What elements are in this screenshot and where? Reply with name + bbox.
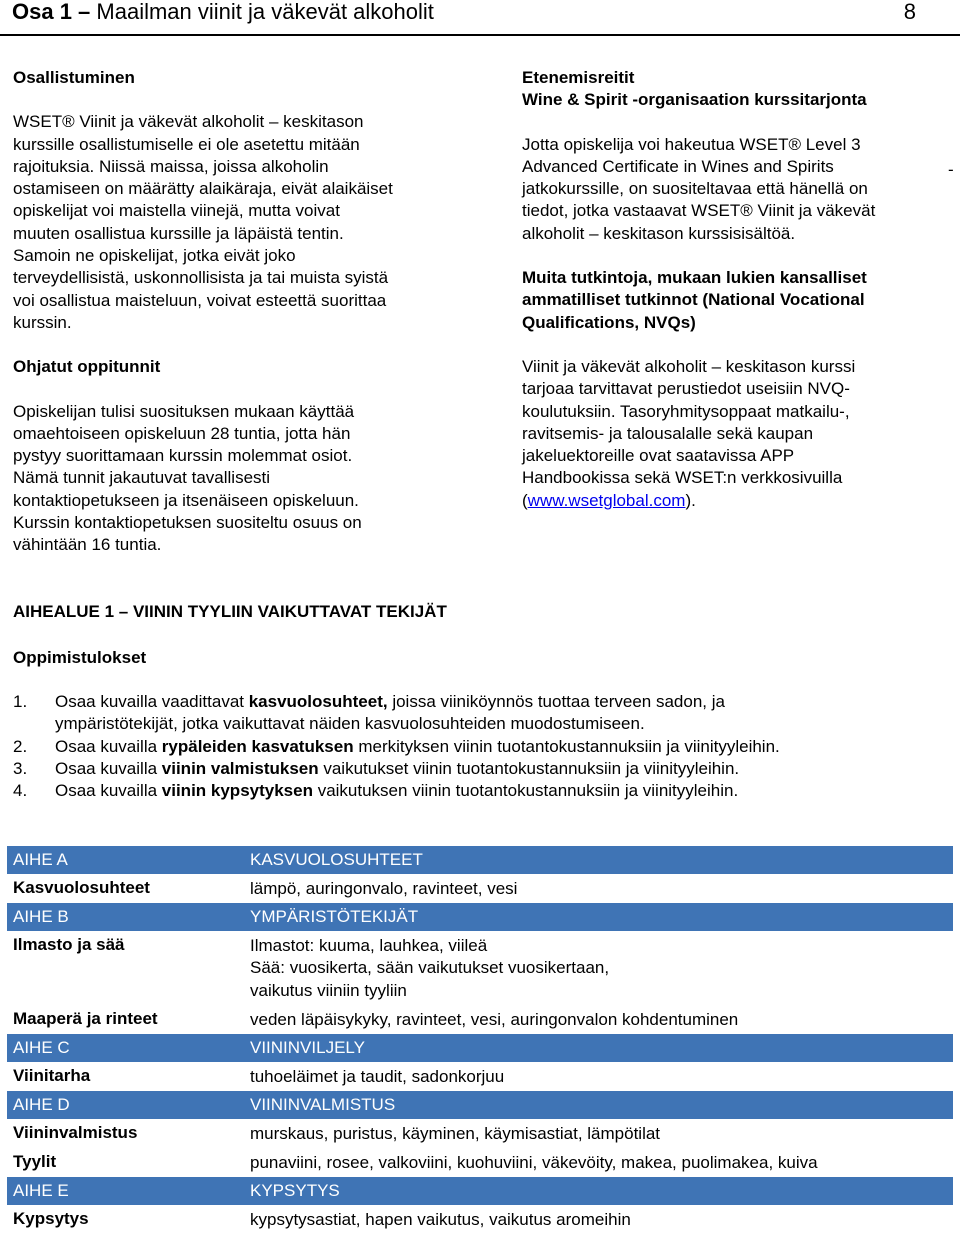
row-label: Maaperä ja rinteet [13, 1009, 158, 1028]
topic-area-heading: AIHEALUE 1 – VIININ TYYLIIN VAIKUTTAVAT TEKIJÄT [13, 602, 447, 621]
topic-id: AIHE E [13, 1181, 69, 1200]
row-content [250, 935, 609, 1002]
text-line: kurssin. [13, 312, 72, 332]
row-content: tuhoeläimet ja taudit, sadonkorjuu [250, 1067, 505, 1086]
topic-id: AIHE B [13, 907, 69, 926]
text-line [522, 490, 942, 512]
heading-muita-tutkintoja: Qualifications, NVQs) [522, 312, 696, 332]
page-number: 8 [903, 0, 916, 24]
left-column [13, 67, 463, 557]
topics-table [7, 846, 953, 1234]
outcome-number: 4. [13, 781, 28, 801]
text-line: WSET® Viinit ja väkevät alkoholit – keskitason [13, 112, 364, 132]
text-line: Jotta opiskelija voi hakeutua WSET® Level 3 [522, 134, 861, 154]
text-line: kurssille osallistumiselle ei ole asetettu mitään [13, 134, 360, 154]
text-line: ostamiseen on määrätty alaikäraja, eivät alaikäiset [13, 179, 393, 199]
text-line: omaehtoiseen opiskeluun 28 tuntia, jotta hän [13, 423, 351, 443]
outcome-bold: kasvuolosuhteet, [248, 692, 388, 711]
outcome-number: 1. [13, 692, 28, 711]
outcome-text: vaikutukset viinin tuotantokustannuksiin ja viinityyleihin. [318, 758, 740, 778]
topic-title: KYPSYTYS [250, 1181, 340, 1200]
outcome-bold: rypäleiden kasvatuksen [161, 736, 354, 756]
table-band-row [7, 846, 953, 874]
paren-close: ). [685, 490, 696, 510]
heading-etenemisreitit: Etenemisreitit [522, 68, 635, 87]
outcome-number: 2. [13, 736, 28, 756]
table-row [7, 1148, 953, 1177]
heading-ohjatut-oppitunnit: Ohjatut oppitunnit [13, 357, 161, 377]
stray-dash: - [948, 160, 954, 179]
outcome-text: merkityksen viinin tuotantokustannuksiin ja viinityyleihin. [353, 736, 780, 756]
text-line: Handbookissa sekä WSET:n verkkosivuilla [522, 468, 843, 488]
row-content-line: Sää: vuosikerta, sään vaikutukset vuosikertaan, [250, 958, 610, 978]
heading-muita-tutkintoja: ammatilliset tutkinnot (National Vocational [522, 290, 865, 310]
row-content: lämpö, auringonvalo, ravinteet, vesi [250, 879, 518, 898]
text-line: rajoituksia. Niissä maissa, joissa alkoholin [13, 156, 329, 176]
row-label: Kasvuolosuhteet [13, 878, 150, 897]
page-header [0, 0, 960, 36]
subheading-kurssitarjonta: Wine & Spirit -organisaation kurssitarjonta [522, 90, 867, 110]
row-label: Kypsytys [13, 1209, 89, 1228]
table-row [7, 1062, 953, 1091]
text-line: Samoin ne opiskelijat, jotka eivät joko [13, 246, 296, 266]
heading-muita-tutkintoja: Muita tutkintoja, mukaan lukien kansalliset [522, 268, 867, 288]
text-line: ravitsemis- ja talousalalle sekä kaupan [522, 423, 814, 443]
topic-id: AIHE C [13, 1038, 70, 1057]
row-label: Viininvalmistus [13, 1123, 138, 1142]
text-line: tarjoaa tarvittavat perustiedot useisiin NVQ- [522, 379, 850, 399]
outcome-item [13, 780, 943, 802]
outcome-number: 3. [13, 758, 28, 778]
topic-title: VIININVALMISTUS [250, 1095, 396, 1114]
topic-id: AIHE A [13, 850, 68, 869]
text-line: tiedot, jotka vastaavat WSET® Viinit ja väkevät [522, 201, 876, 221]
row-content: veden läpäisykyky, ravinteet, vesi, auringonvalon kohdentuminen [250, 1010, 739, 1029]
text-line: voi osallistua maisteluun, voivat esteettä suorittaa [13, 290, 387, 310]
text-line: alkoholit – keskitason kurssisisältöä. [522, 223, 796, 243]
text-line: Viinit ja väkevät alkoholit – keskitason kurssi [522, 356, 856, 376]
learning-outcomes-heading: Oppimistulokset [13, 648, 147, 667]
text-line: pystyy suorittamaan kurssin molemmat osiot. [13, 446, 353, 466]
row-content: punaviini, rosee, valkoviini, kuohuviini, väkevöity, makea, puolimakea, kuiva [250, 1153, 818, 1172]
outcome-item [13, 736, 943, 758]
outcome-text: Osaa kuvailla [55, 758, 162, 778]
text-line: muuten osallistua kurssille ja läpäistä tentin. [13, 223, 344, 243]
paren-open: ( [522, 490, 528, 510]
outcome-bold: viinin valmistuksen [161, 758, 319, 778]
text-line: opiskelijat voi maistella viinejä, mutta voivat [13, 201, 340, 221]
row-label: Ilmasto ja sää [13, 935, 125, 954]
outcome-item [13, 758, 943, 780]
text-line: vähintään 16 tuntia. [13, 535, 162, 555]
table-row [7, 874, 953, 903]
table-band-row [7, 1177, 953, 1205]
table-row [7, 931, 953, 1005]
row-content: murskaus, puristus, käyminen, käymisastiat, lämpötilat [250, 1124, 661, 1143]
page-title [12, 0, 434, 24]
table-row [7, 1005, 953, 1034]
text-line: jakeluektoreille ovat saatavissa APP [522, 446, 795, 466]
text-line: kontaktiopetukseen ja itsenäiseen opiskeluun. [13, 490, 359, 510]
text-line: koulutuksiin. Tasoryhmitysoppaat matkailu-, [522, 401, 850, 421]
text-line: Advanced Certificate in Wines and Spirits [522, 156, 834, 176]
outcome-text: Osaa kuvailla vaadittavat [55, 692, 249, 711]
table-band-row [7, 1091, 953, 1119]
row-content: kypsytysastiat, hapen vaikutus, vaikutus aromeihin [250, 1210, 631, 1229]
outcome-text: Osaa kuvailla [55, 781, 162, 801]
table-band-row [7, 903, 953, 931]
topic-id: AIHE D [13, 1095, 70, 1114]
outcome-text: ympäristötekijät, jotka vaikuttavat näiden kasvuolosuhteiden muodostumiseen. [55, 714, 645, 734]
row-content-line: Ilmastot: kuuma, lauhkea, viileä [250, 936, 488, 955]
text-line: terveydellisistä, uskonnollisista ja tai muista syistä [13, 268, 389, 288]
outcome-text: Osaa kuvailla [55, 736, 162, 756]
table-row [7, 1205, 953, 1234]
outcome-text: joissa viiniköynnös tuottaa terveen sadon, ja [387, 692, 725, 711]
table-band-row [7, 1034, 953, 1062]
row-label: Tyylit [13, 1152, 57, 1171]
section-label: Osa 1 – [12, 0, 91, 24]
text-line: Kurssin kontaktiopetuksen suositeltu osuus on [13, 513, 362, 533]
row-content-line: vaikutus viiniin tyyliin [250, 980, 407, 1000]
section-title: Maailman viinit ja väkevät alkoholit [96, 0, 434, 24]
topic-title: YMPÄRISTÖTEKIJÄT [250, 907, 419, 926]
learning-outcomes-list [13, 691, 943, 802]
wsetglobal-link[interactable]: www.wsetglobal.com [527, 490, 686, 510]
table-row [7, 1119, 953, 1148]
outcome-bold: viinin kypsytyksen [161, 781, 313, 801]
row-label: Viinitarha [13, 1066, 91, 1085]
outcome-item [13, 691, 943, 736]
outcome-text: vaikutuksen viinin tuotantokustannuksiin ja viinityyleihin. [312, 781, 739, 801]
text-line: Nämä tunnit jakautuvat tavallisesti [13, 468, 271, 488]
topic-title: VIININVILJELY [250, 1038, 365, 1057]
topic-title: KASVUOLOSUHTEET [250, 850, 423, 869]
heading-osallistuminen: Osallistuminen [13, 68, 135, 87]
text-line: jatkokurssille, on suositeltavaa että hänellä on [522, 179, 868, 199]
right-column [522, 67, 942, 512]
text-line: Opiskelijan tulisi suosituksen mukaan käyttää [13, 401, 355, 421]
